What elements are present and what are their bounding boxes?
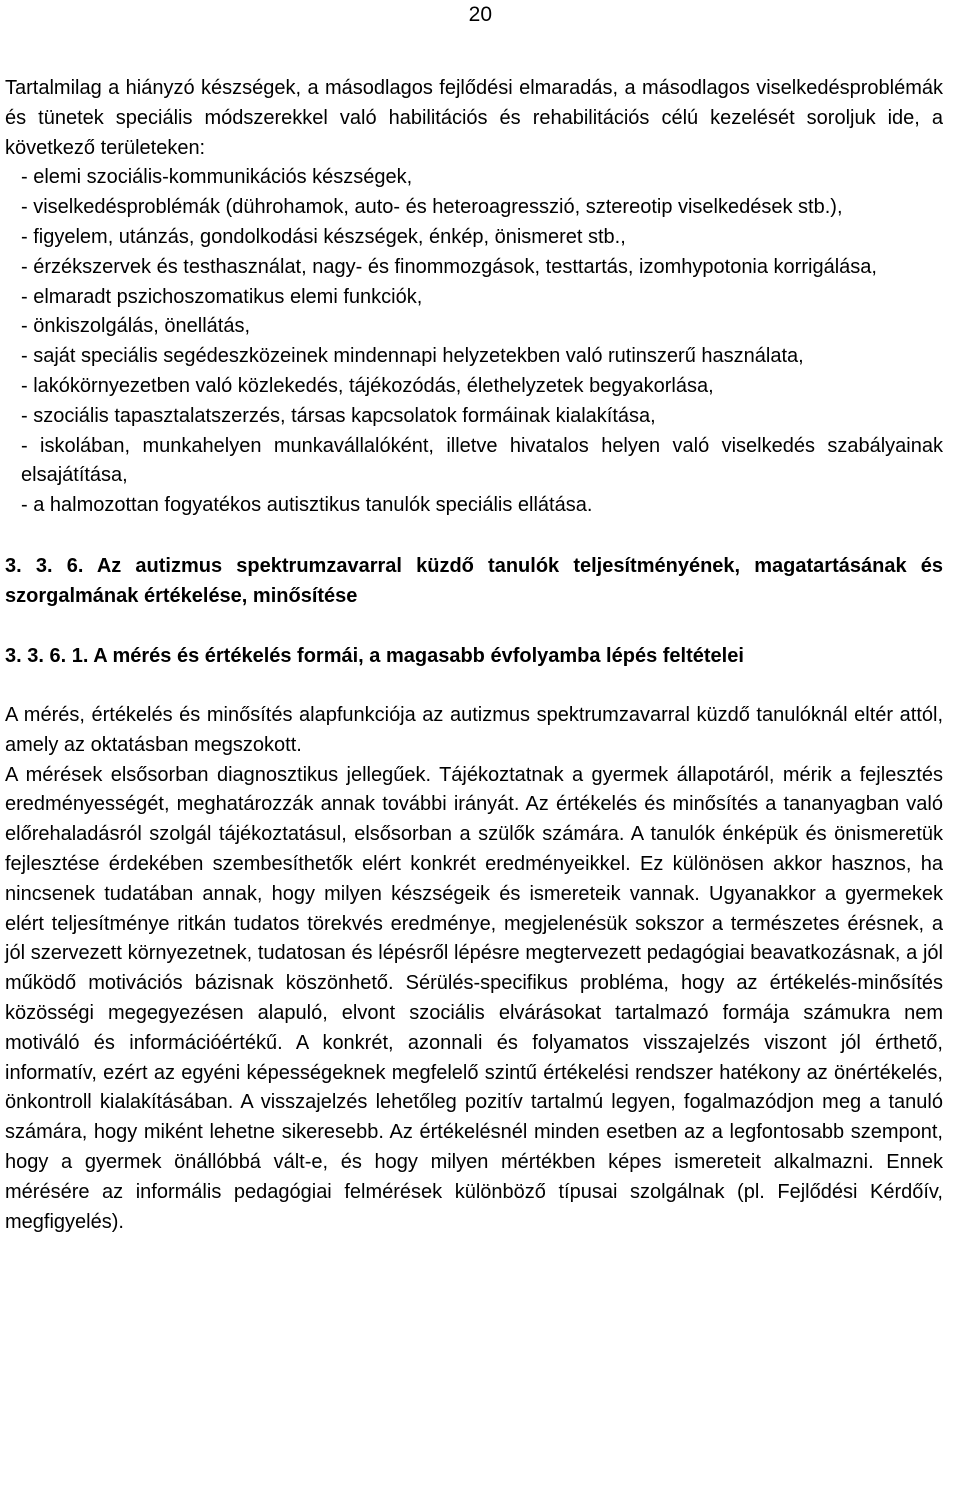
list-item: - a halmozottan fogyatékos autisztikus tanulók speciális ellátása. — [21, 494, 593, 517]
list-item: - érzékszervek és testhasználat, nagy- és finommozgások, testtartás, izomhypotonia korrigálása, — [21, 255, 877, 278]
list-item: - iskolában, munkahelyen munkavállalóként, illetve hivatalos helyen való viselkedés szabályainak elsajátítása, — [21, 434, 943, 487]
list-item: - szociális tapasztalatszerzés, társas kapcsolatok formáinak kialakítása, — [21, 404, 656, 427]
subsection-heading: 3. 3. 6. 1. A mérés és értékelés formái, a magasabb évfolyamba lépés feltételei — [5, 644, 744, 667]
body-paragraph-2: A mérések elsősorban diagnosztikus jellegűek. Tájékoztatnak a gyermek állapotáról, mérik a fejlesztés eredményességét, meghatározzák annak további irányát. Az értékelés és minősítés a tananyagban való előrehaladásról szolgál tájékoztatásul, elsősorban a szülők számára. A tanulók énképük és önismeretük fejlesztése érdekében szembesíthetők elért konkrét eredményeikkel. Ez különösen akkor hasznos, ha nincsenek tudatában annak, hogy milyen készségeik és ismereteik vannak. Ugyanakkor a gyermekek elért teljesítménye ritkán tudatos törekvés eredménye, megjelenésük sokszor a természetes érésnek, a jól szervezett környezetnek, tudatosan és lépésről lépésre megtervezett pedagógiai beavatkozásnak, a jól működő motivációs bázisnak köszönhető. Sérülés-specifikus probléma, hogy az értékelés-minősítés közösségi megegyezésen alapuló, elvont szociális elvárásokat tartalmazó formája számukra nem motiváló és információértékű. A konkrét, azonnali és folyamatos visszajelzés viszont jól érthető, informatív, ezért az egyéni képességeknek megfelelő szintű értékelési rendszer hatékony az önértékelés, önkontroll kialakításában. A visszajelzés lehetőleg pozitív tartalmú legyen, fogalmazódjon meg a tanuló számára, hogy miként lehetne sikeresebb. Az értékelésnél minden esetben az a legfontosabb szempont, hogy a gyermek önállóbbá vált-e, és hogy milyen mértékben képes ismereteit alkalmazni. Ennek mérésére az informális pedagógiai felmérések különböző típusai szolgálnak (pl. Fejlődési Kérdőív, megfigyelés). — [5, 763, 943, 1233]
body-paragraph-1: A mérés, értékelés és minősítés alapfunkciója az autizmus spektrumzavarral küzdő tanulóknál eltér attól, amely az oktatásban megszokott. — [5, 703, 943, 756]
section-heading: 3. 3. 6. Az autizmus spektrumzavarral küzdő tanulók teljesítményének, magatartásának és szorgalmának értékelése, minősítése — [5, 554, 943, 607]
therapy-areas-list — [5, 163, 943, 521]
spacer — [5, 611, 943, 641]
document-body — [5, 74, 943, 1237]
spacer — [5, 521, 943, 551]
list-item: - viselkedésproblémák (dührohamok, auto- és heteroagresszió, sztereotip viselkedések stb.), — [21, 196, 843, 219]
list-item: - önkiszolgálás, önellátás, — [21, 315, 251, 338]
list-item: - lakókörnyezetben való közlekedés, tájékozódás, élethelyzetek begyakorlása, — [21, 374, 714, 397]
list-item: - elemi szociális-kommunikációs készségek, — [21, 166, 413, 189]
spacer — [5, 671, 943, 701]
intro-paragraph: Tartalmilag a hiányzó készségek, a másodlagos fejlődési elmaradás, a másodlagos viselkedésproblémák és tünetek speciális módszerekkel való habilitációs és rehabilitációs célú kezelését soroljuk ide, a következő területeken: — [5, 77, 943, 159]
list-item: - saját speciális segédeszközeinek mindennapi helyzetekben való rutinszerű használata, — [21, 345, 804, 368]
list-item: - figyelem, utánzás, gondolkodási készségek, énkép, önismeret stb., — [21, 225, 626, 248]
list-item: - elmaradt pszichoszomatikus elemi funkciók, — [21, 285, 423, 308]
page-number: 20 — [468, 3, 492, 26]
